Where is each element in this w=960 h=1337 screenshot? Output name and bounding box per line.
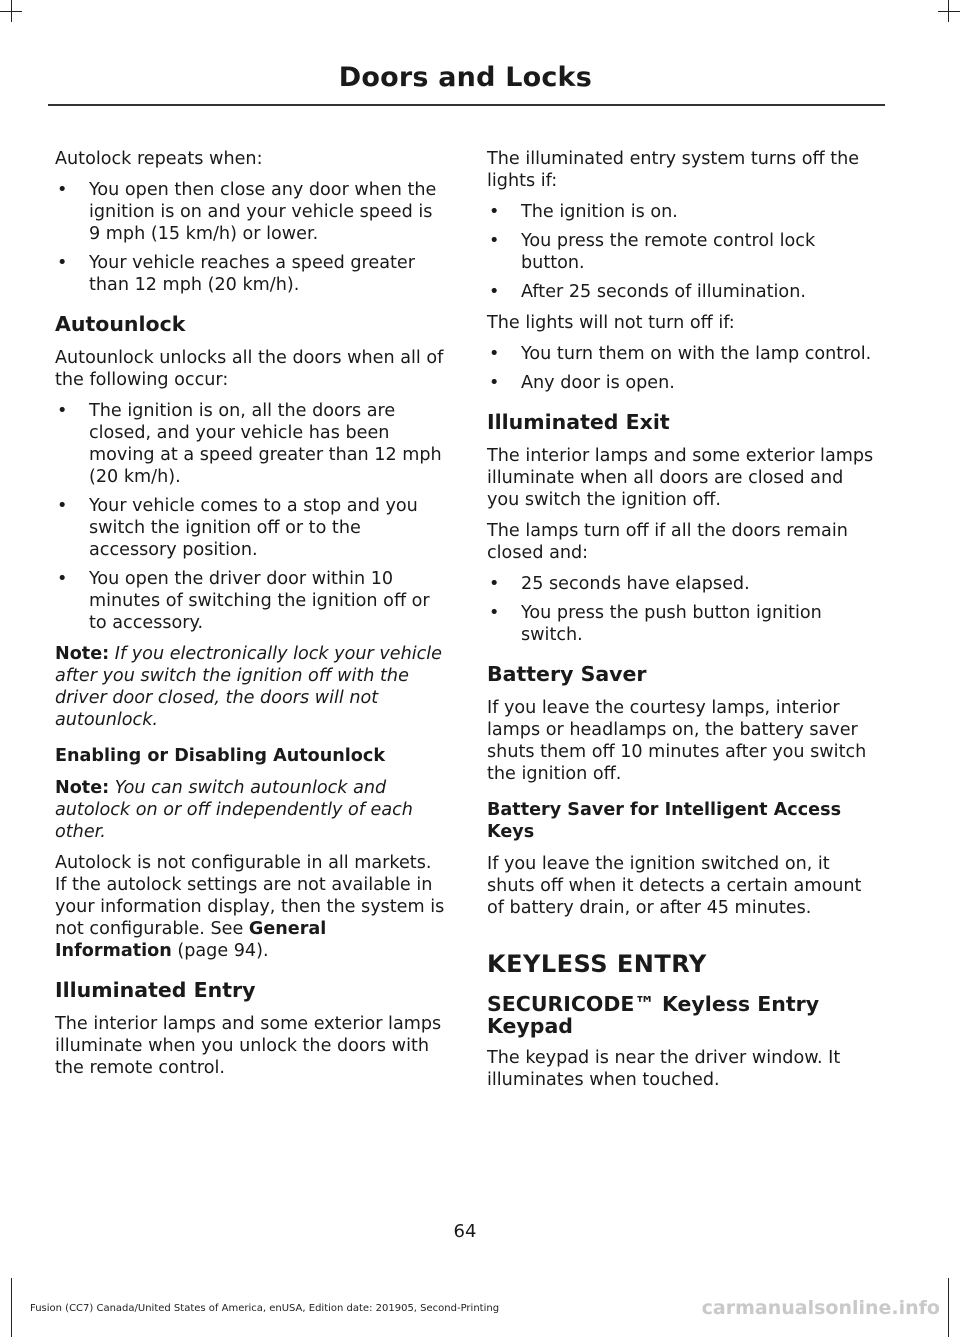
right-column <box>487 148 879 1100</box>
illumination-off-intro: The illuminated entry system turns off the lights if: <box>487 149 860 191</box>
securicode-heading: SECURICODE™ Keyless Entry Keypad <box>487 992 820 1038</box>
list-item: • You press the remote control lock button. <box>487 230 879 274</box>
illumination-off-list <box>487 201 879 303</box>
enabling-autounlock-heading: Enabling or Disabling Autounlock <box>55 746 386 766</box>
page-number: 64 <box>453 1221 477 1242</box>
illuminated-exit-text: The interior lamps and some exterior lamps illuminate when all doors are closed and you switch the ignition off. <box>487 446 874 510</box>
keyless-entry-heading: KEYLESS ENTRY <box>487 950 707 978</box>
crop-mark <box>11 1278 12 1337</box>
note-independent <box>55 777 447 843</box>
list-item: • Your vehicle reaches a speed greater than 12 mph (20 km/h). <box>55 252 447 296</box>
crop-mark <box>948 1278 949 1337</box>
list-item: • You turn them on with the lamp control. <box>487 343 879 365</box>
list-item: • Your vehicle comes to a stop and you switch the ignition off or to the accessory position. <box>55 495 447 561</box>
crop-mark <box>0 11 22 12</box>
note-label: Note: <box>55 644 110 664</box>
list-item: • You open the driver door within 10 minutes of switching the ignition off or to accessory. <box>55 568 447 634</box>
illuminated-exit-heading: Illuminated Exit <box>487 410 670 434</box>
keypad-text: The keypad is near the driver window. It illuminates when touched. <box>487 1048 841 1090</box>
note-label: Note: <box>55 778 110 798</box>
autounlock-list <box>55 400 447 634</box>
list-item: • You open then close any door when the ignition is on and your vehicle speed is 9 mph (15 km/h) or lower. <box>55 179 447 245</box>
general-information-link[interactable]: General Information <box>55 919 327 961</box>
note-text: If you electronically lock your vehicle after you switch the ignition off with the driver door closed, the doors will not autounlock. <box>55 644 442 730</box>
header-rule <box>48 104 885 106</box>
config-page-ref: (page 94). <box>177 941 269 961</box>
list-item: • You press the push button ignition switch. <box>487 602 879 646</box>
crop-mark <box>938 11 960 12</box>
list-item: • 25 seconds have elapsed. <box>487 573 879 595</box>
autounlock-heading: Autounlock <box>55 312 186 336</box>
edition-footer: Fusion (CC7) Canada/United States of America, enUSA, Edition date: 201905, Second-Printing <box>30 1303 500 1314</box>
lamps-off-list <box>487 573 879 646</box>
lights-not-off-list <box>487 343 879 394</box>
note-autounlock <box>55 643 447 731</box>
list-item: • The ignition is on, all the doors are closed, and your vehicle has been moving at a speed greater than 12 mph (20 km/h). <box>55 400 447 488</box>
lights-not-off-intro: The lights will not turn off if: <box>487 313 735 333</box>
autolock-repeat-list <box>55 179 447 296</box>
note-text: You can switch autounlock and autolock on or off independently of each other. <box>55 778 413 842</box>
autolock-config-text <box>55 852 447 962</box>
left-column <box>55 148 447 1088</box>
config-text: Autolock is not configurable in all markets. If the autolock settings are not available in your information display, then the system is not configurable. See <box>55 853 445 939</box>
list-item: • The ignition is on. <box>487 201 879 223</box>
autolock-repeat-intro: Autolock repeats when: <box>55 149 263 169</box>
illuminated-entry-heading: Illuminated Entry <box>55 978 256 1002</box>
battery-saver-heading: Battery Saver <box>487 662 647 686</box>
list-item: • Any door is open. <box>487 372 879 394</box>
list-item: • After 25 seconds of illumination. <box>487 281 879 303</box>
lamps-off-intro: The lamps turn off if all the doors remain closed and: <box>487 521 848 563</box>
autounlock-intro: Autounlock unlocks all the doors when all of the following occur: <box>55 348 444 390</box>
page-title: Doors and Locks <box>338 62 592 93</box>
battery-saver-ia-heading: Battery Saver for Intelligent Access Keys <box>487 800 842 842</box>
watermark: carmanualsonline.info <box>701 1297 940 1319</box>
battery-saver-text: If you leave the courtesy lamps, interior lamps or headlamps on, the battery saver shuts them off 10 minutes after you switch the ignition off. <box>487 698 867 784</box>
illuminated-entry-text: The interior lamps and some exterior lamps illuminate when you unlock the doors with the remote control. <box>55 1014 442 1078</box>
battery-saver-ia-text: If you leave the ignition switched on, it shuts off when it detects a certain amount of battery drain, or after 45 minutes. <box>487 854 862 918</box>
